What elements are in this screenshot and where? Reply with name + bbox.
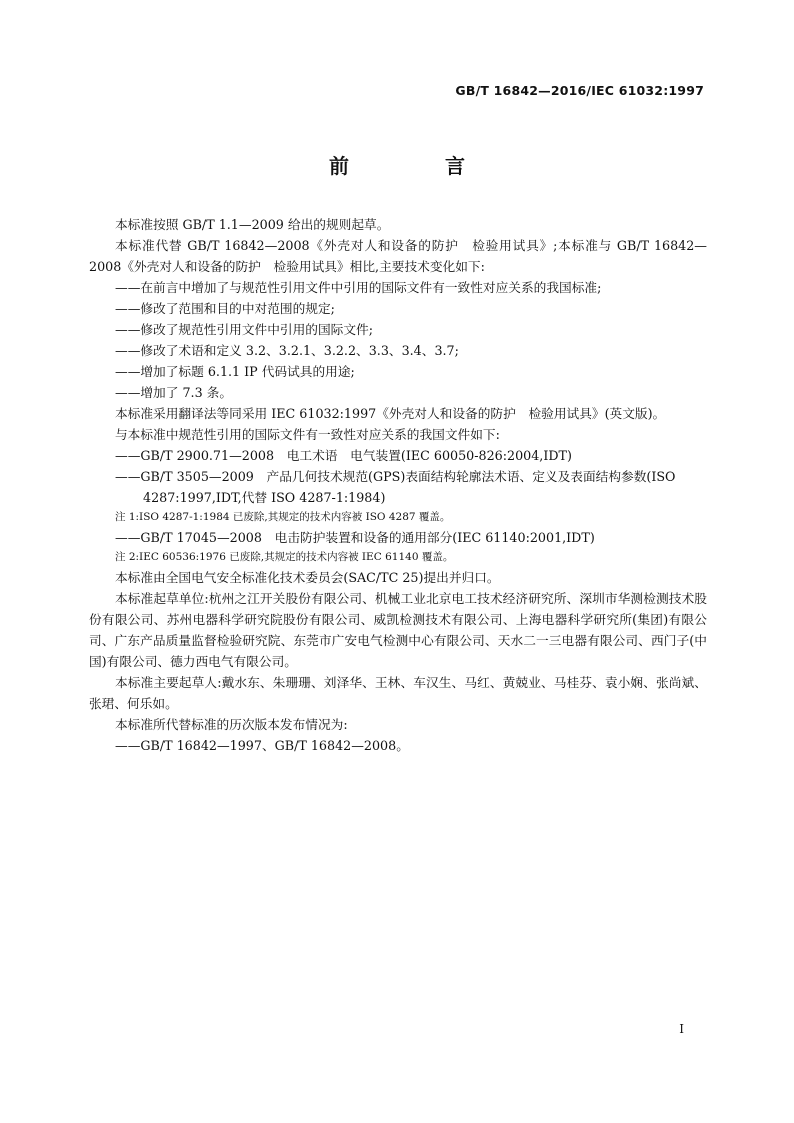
paragraph: 与本标准中规范性引用的国际文件有一致性对应关系的我国文件如下: [115,427,500,442]
reference-item: ——GB/T 2900.71—2008 电工术语 电气装置(IEC 60050-826:2004,IDT) [115,448,572,463]
page-title: 前 言 [329,154,503,178]
reference-item: ——GB/T 17045—2008 电击防护装置和设备的通用部分(IEC 61140:2001,IDT) [115,530,595,545]
change-item: ——增加了 7.3 条。 [115,385,233,400]
change-item: ——增加了标题 6.1.1 IP 代码试具的用途; [115,364,355,379]
reference-item: ——GB/T 3505—2009 产品几何技术规范(GPS)表面结构轮廓法术语、定义及表面结构参数(ISO 4287:1997,IDT,代替 ISO 4287-1:1984) [115,469,676,505]
page-number: I [679,1022,684,1036]
paragraph: 本标准起草单位:杭州之江开关股份有限公司、机械工业北京电工技术经济研究所、深圳市华测检测技术股份有限公司、苏州电器科学研究院股份有限公司、威凯检测技术有限公司、上海电器科学研究所(集团)有限公司、广东产品质量监督检验研究院、东莞市广安电气检测中心有限公司、天水二一三电器有限公司、西门子(中国)有限公司、德力西电气有限公司。 [89,591,707,669]
paragraph: 本标准采用翻译法等同采用 IEC 61032:1997《外壳对人和设备的防护 检验用试具》(英文版)。 [115,406,666,421]
change-item: ——修改了规范性引用文件中引用的国际文件; [115,322,374,337]
foreword-body [89,214,707,756]
standard-number-header: GB/T 16842—2016/IEC 61032:1997 [455,83,704,98]
paragraph: 本标准主要起草人:戴水东、朱珊珊、刘泽华、王林、车汉生、马红、黄兢业、马桂芬、袁小娴、张尚斌、张珺、何乐如。 [89,675,707,711]
paragraph: 本标准所代替标准的历次版本发布情况为: [115,717,348,732]
paragraph: 本标准按照 GB/T 1.1—2009 给出的规则起草。 [115,217,390,232]
change-item: ——在前言中增加了与规范性引用文件中引用的国际文件有一致性对应关系的我国标准; [115,280,602,295]
history-item: ——GB/T 16842—1997、GB/T 16842—2008。 [115,738,409,753]
paragraph: 本标准由全国电气安全标准化技术委员会(SAC/TC 25)提出并归口。 [115,570,500,585]
paragraph: 本标准代替 GB/T 16842—2008《外壳对人和设备的防护 检验用试具》;本标准与 GB/T 16842—2008《外壳对人和设备的防护 检验用试具》相比,主要技术变化如下: [89,238,707,274]
change-item: ——修改了术语和定义 3.2、3.2.1、3.2.2、3.3、3.4、3.7; [115,343,459,358]
note: 注 1:ISO 4287-1:1984 已废除,其规定的技术内容被 ISO 4287 覆盖。 [115,511,451,523]
change-item: ——修改了范围和目的中对范围的规定; [115,301,335,316]
note: 注 2:IEC 60536:1976 已废除,其规定的技术内容被 IEC 61140 覆盖。 [115,551,454,563]
